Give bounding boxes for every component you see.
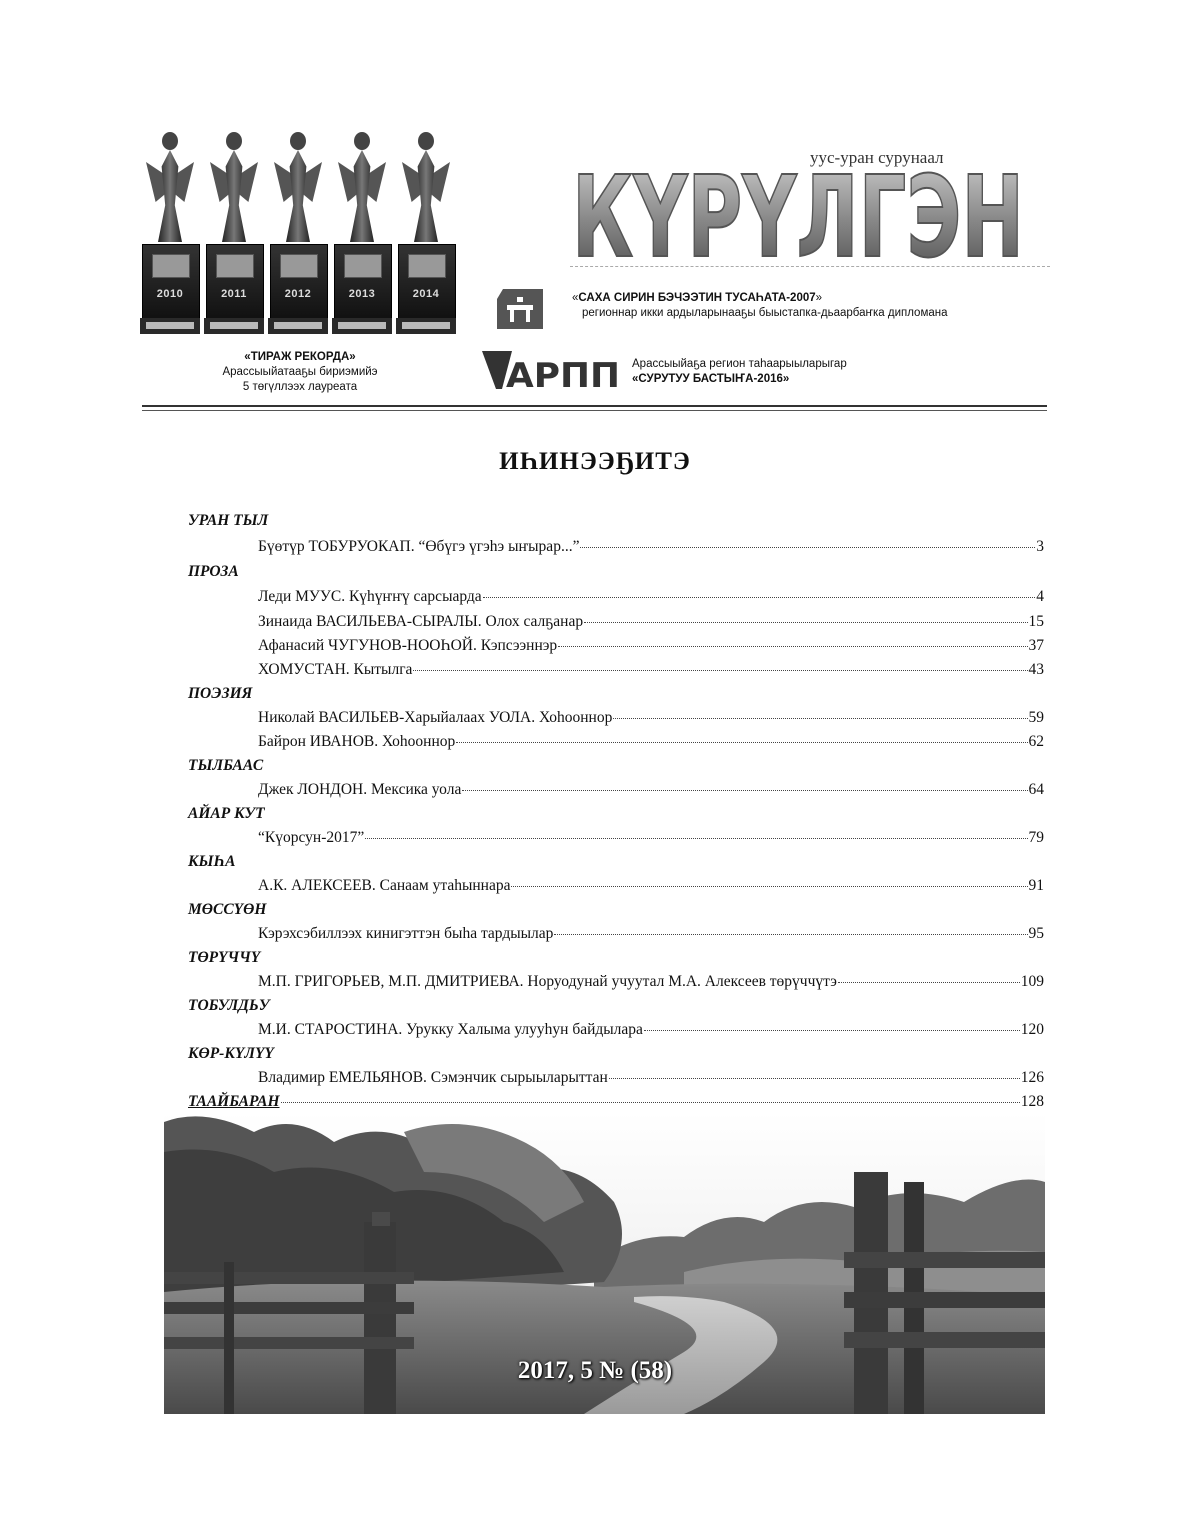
sakha-press-icon — [497, 289, 543, 329]
toc-entry: Зинаида ВАСИЛЬЕВА-СЫРАЛЫ. Олох салҕанар 15 — [258, 613, 1044, 630]
contents-title: ИҺИНЭЭҔИТЭ — [499, 448, 691, 475]
issue-number: 2017, 5 № (58) — [517, 1357, 673, 1384]
header-rule — [142, 410, 1047, 411]
page-number: 62 — [1028, 733, 1044, 750]
toc-entry: Джек ЛОНДОН. Мексика уола 64 — [258, 781, 1044, 798]
section-heading: УРАН ТЫЛ — [188, 512, 269, 529]
toc-entry: А.К. АЛЕКСЕЕВ. Санаам утаһыннара 91 — [258, 877, 1044, 894]
toc-entry-last: ТААЙБАРАН 128 — [188, 1093, 1044, 1110]
arpp-award: «СУРУТУУ БАСТЫҤА-2016» — [632, 373, 790, 385]
toc-entry: Владимир ЕМЕЛЬЯНОВ. Сэмэнчик сырыыларыттан 126 — [258, 1069, 1044, 1086]
section-heading: ПОЭЗИЯ — [188, 685, 253, 702]
diploma-title: «САХА СИРИН БЭЧЭЭТИН ТУСАҺАТА-2007» — [572, 292, 823, 304]
header-rule — [142, 405, 1047, 407]
section-heading: ТЫЛБААС — [188, 757, 264, 774]
page-number: 15 — [1028, 613, 1044, 630]
section-heading: КӨР-КҮЛҮҮ — [188, 1045, 274, 1062]
logo-subtitle: уус-уран сурунаал — [810, 148, 944, 167]
trophy-image — [396, 132, 456, 342]
toc-entry: Афанасий ЧУГУНОВ-НООҺОЙ. Кэпсээннэр 37 — [258, 637, 1044, 654]
tirazh-line: Арассыыйатааҕы бириэмийэ — [222, 366, 378, 378]
page-number: 64 — [1028, 781, 1044, 798]
page-number: 126 — [1020, 1069, 1044, 1086]
page-number: 128 — [1020, 1093, 1044, 1110]
trophy-image — [268, 132, 328, 342]
toc-entry: Леди МУУС. Күһүҥҥү сарсыарда 4 — [258, 588, 1044, 605]
trophy-image — [140, 132, 200, 342]
toc-entry: Кэрэхсэбиллээх кинигэттэн быһа тардыылар 95 — [258, 925, 1044, 942]
trophy-year: 2010 — [156, 288, 184, 300]
toc-entry: М.П. ГРИГОРЬЕВ, М.П. ДМИТРИЕВА. Норуодунай учуутал М.А. Алексеев төрүччүтэ 109 — [258, 973, 1044, 990]
toc-entry: Бүөтүр ТОБУРУОКАП. “Өбүгэ үгэһэ ыҥырар...” 3 — [258, 538, 1044, 555]
page-number: 109 — [1020, 973, 1044, 990]
section-heading: ПРОЗА — [188, 563, 239, 580]
trophy-year: 2011 — [221, 288, 247, 300]
page-number: 3 — [1036, 538, 1044, 555]
toc-entry: Байрон ИВАНОВ. Хоһооннор 62 — [258, 733, 1044, 750]
toc-entry: М.И. СТАРОСТИНА. Урукку Халыма улууһун байдылара 120 — [258, 1021, 1044, 1038]
page-number: 79 — [1028, 829, 1044, 846]
logo-text: КҮРҮЛГЭН — [572, 153, 1024, 264]
page-number: 120 — [1020, 1021, 1044, 1038]
svg-text:АРПП: АРПП — [506, 356, 620, 391]
magazine-logo — [570, 134, 1030, 264]
toc-entry: “Күорсун-2017” 79 — [258, 829, 1044, 846]
section-heading: ТОБУЛДЬУ — [188, 997, 270, 1014]
page-number: 43 — [1028, 661, 1044, 678]
trophy-year: 2013 — [348, 288, 376, 300]
divider — [570, 266, 1050, 267]
tirazh-title: «ТИРАЖ РЕКОРДА» — [244, 351, 356, 363]
trophy-year: 2014 — [412, 288, 440, 300]
page-number: 37 — [1028, 637, 1044, 654]
page-number: 59 — [1028, 709, 1044, 726]
section-heading: АЙАР КУТ — [188, 805, 265, 822]
trophy-group — [140, 132, 460, 342]
tirazh-line: 5 төгүллээх лауреата — [242, 381, 358, 393]
trophy-year: 2012 — [284, 288, 312, 300]
arpp-logo — [482, 349, 622, 391]
tirazh-caption — [170, 350, 430, 395]
section-heading: МӨССҮӨН — [188, 901, 267, 918]
diploma-subtitle: регионнар икки ардыларынааҕы быыстапка-дьаарбаҥка дипломана — [582, 307, 948, 319]
page-number: 91 — [1028, 877, 1044, 894]
page-number: 4 — [1036, 588, 1044, 605]
section-heading: КЫҺА — [188, 853, 236, 870]
trophy-image — [204, 132, 264, 342]
trophy-image — [332, 132, 392, 342]
toc-entry: Николай ВАСИЛЬЕВ-Харыйалаах УОЛА. Хоһооннор 59 — [258, 709, 1044, 726]
toc-entry: ХОМУСТАН. Кытылга 43 — [258, 661, 1044, 678]
arpp-caption: Арассыыйаҕа регион таһаарыыларыгар — [632, 358, 847, 370]
page-number: 95 — [1028, 925, 1044, 942]
section-heading: ТӨРҮЧЧҮ — [188, 949, 261, 966]
